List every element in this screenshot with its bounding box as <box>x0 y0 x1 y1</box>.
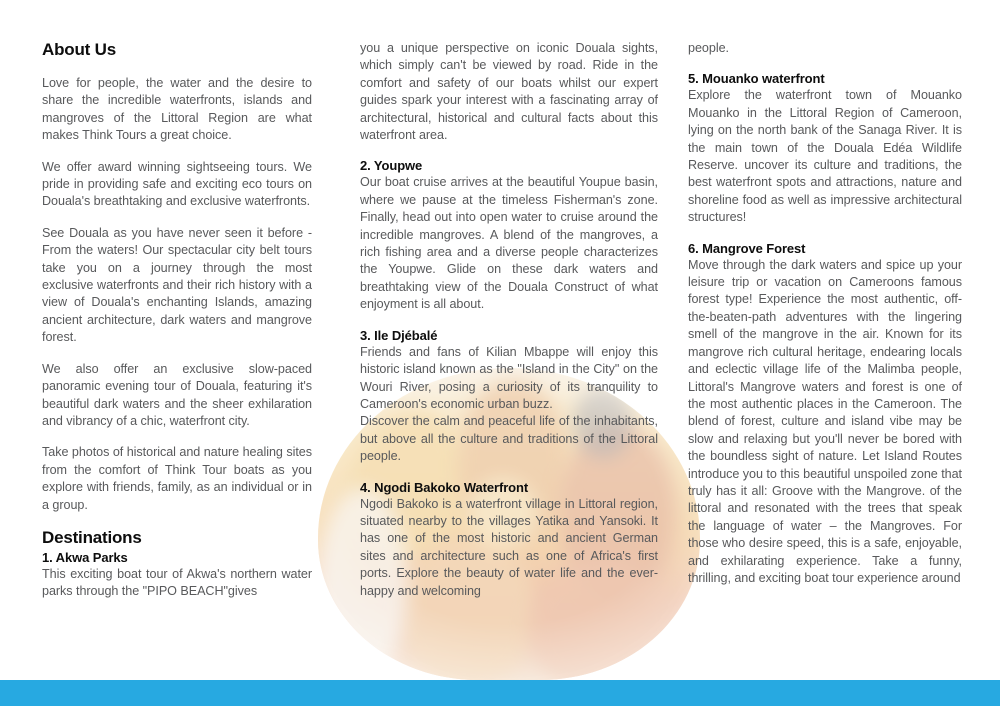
destination-4-title: 4. Ngodi Bakoko Waterfront <box>360 479 529 495</box>
about-paragraph-2: We offer award winning sightseeing tours. We pride in providing safe and exciting eco tours on Douala's breathtaking and exclusive waterfronts. <box>42 159 312 209</box>
destination-5-title: 5. Mouanko waterfront <box>688 71 825 87</box>
about-paragraph-4: We also offer an exclusive slow-paced panoramic evening tour of Douala, featuring it's beautiful dark waters and the sheer exhilaration and vibrancy of a chic, waterfront city. <box>42 361 312 428</box>
destination-5-text: Explore the waterfront town of Mouanko Mouanko in the Littoral Region of Cameroon, lying on the north bank of the Sanaga River. It is the main town of the Douala Edéa Wildlife Reserve. uncover its culture and traditions, the best waterfront spots and attractions, nature and shoreline food as well as impressive architectural structures! <box>688 88 962 225</box>
destination-6-title: 6. Mangrove Forest <box>688 240 806 256</box>
about-paragraph-5: Take photos of historical and nature healing sites from the comfort of Think Tour boats as you explore with friends, family, as an individual or in a group. <box>42 445 312 512</box>
destination-4-text-continued: people. <box>688 41 729 55</box>
about-paragraph-3: See Douala as you have never seen it before - From the waters! Our spectacular city belt tours take you on a journey through the most exclusive waterfronts and their rich history with a view of Douala's enchanting Islands, amazing ancient architecture, dark waters and mangrove forest. <box>42 225 312 345</box>
destination-3-text-a: Friends and fans of Kilian Mbappe will enjoy this historic island known as the "Island in the City" on the Wouri River, posing a curiosity of its tranquility to Cameroon's economic urban buzz. <box>360 344 658 411</box>
column-two <box>340 0 680 680</box>
destination-1-text-continued: you a unique perspective on iconic Douala sights, which simply can't be viewed by road. Ride in the comfort and safety of our boats whilst our expert guides spark your interest with a fascinating array of architectural, historical and cultural facts about this waterfront area. <box>360 41 658 143</box>
column-three <box>680 0 1000 680</box>
destination-2-title: 2. Youpwe <box>360 158 423 174</box>
destination-3-text-b: Discover the calm and peaceful life of the inhabitants, but above all the culture and traditions of the Littoral people. <box>360 414 658 464</box>
page-title: About Us <box>42 40 116 59</box>
footer-accent-bar <box>0 680 1000 706</box>
destination-6-text: Move through the dark waters and spice up your leisure trip or vacation on Cameroons famous forest type! Experience the most authentic, off-the-beaten-path adventures with the lingering smell of the mangrove in the air. Known for its mangrove rich cultural heritage, endearing locals and eclectic village life of the Malimba people, Littoral's Mangrove waters and forest is one of the most authentic places in the Cameroon. The blend of forest, culture and island vibe may be slow and relaxing but you'll never be bored with the boundless sight of nature. Let Island Routes introduce you to this beautiful unspoiled zone that truly has it all: Groove with the Mangrove. of the littoral and resonated with the trees that speak the language of water – the Mangroves. For those who desire speed, this is a safe, enjoyable, and exhilarating experience. Take a funny, thrilling, and exciting boat tour experience around <box>688 257 963 585</box>
column-one <box>0 0 340 680</box>
about-paragraph-1: Love for people, the water and the desire to share the incredible waterfronts, islands and mangroves of the Littoral Region are what makes Think Tours a great choice. <box>42 76 312 143</box>
destination-4-text: Ngodi Bakoko is a waterfront village in Littoral region, situated nearby to the villages Yatika and Yansoki. It has one of the most historic and ancient German sites and architecture such as one of Africa's first ports. Explore the beauty of water life and the ever-happy and welcoming <box>360 496 658 598</box>
destination-3-title: 3. Ile Djébalé <box>360 327 438 343</box>
destination-2-text: Our boat cruise arrives at the beautiful Youpue basin, where we pause at the timeless Fisherman's zone. Finally, head out into open water to cruise around the incredible mangroves. A blend of the mangroves, a rich fishing area and a diverse people characterizes the Youpwe. Glide on these dark waters and breathtaking view of the Douala Construct of what enjoyment is all about. <box>360 175 658 312</box>
destination-1-text: This exciting boat tour of Akwa's northern water parks through the "PIPO BEACH"gives <box>42 566 312 599</box>
destinations-title: Destinations <box>42 527 142 547</box>
destination-1-title: 1. Akwa Parks <box>42 549 128 565</box>
